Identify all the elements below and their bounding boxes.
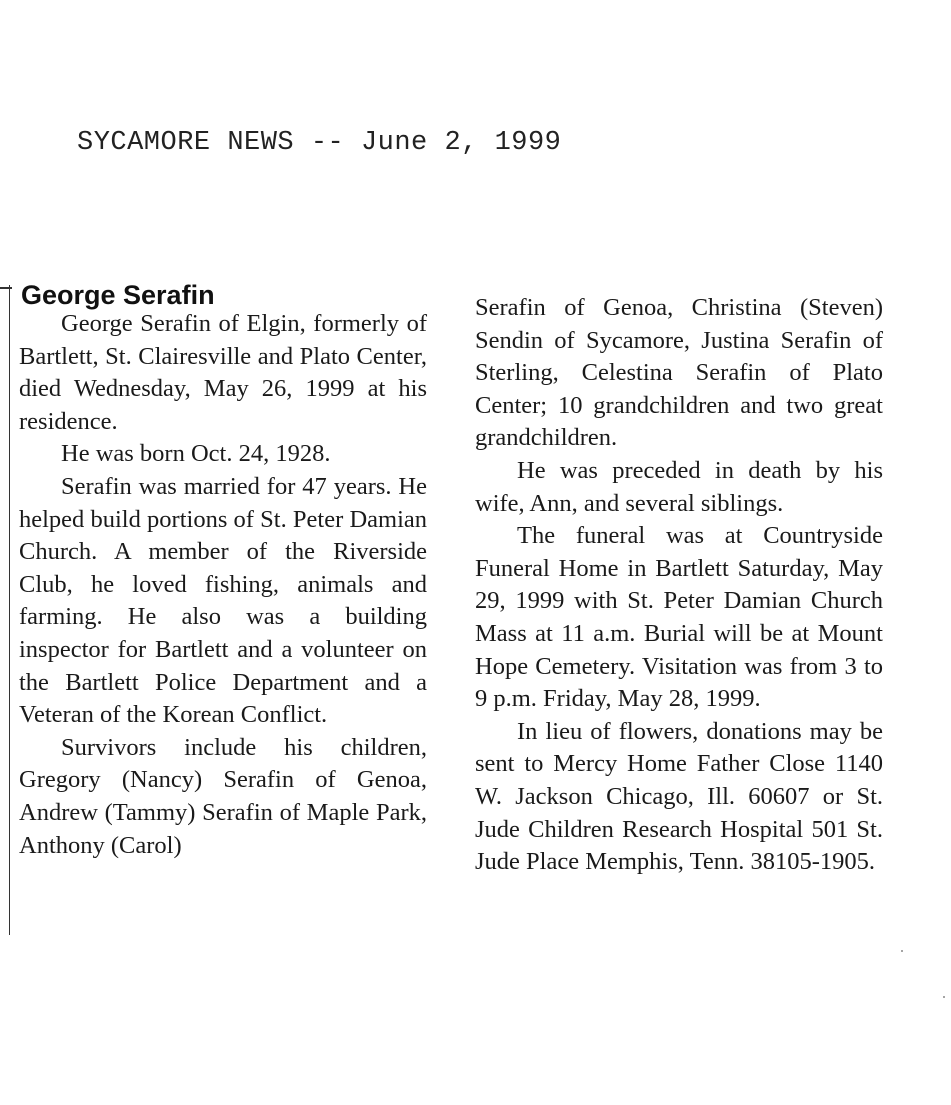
scan-speck [943, 996, 945, 998]
left-column [19, 308, 427, 862]
typed-header: SYCAMORE NEWS -- June 2, 1999 [77, 128, 562, 158]
clipping-edge [9, 285, 10, 935]
paragraph: Serafin of Genoa, Christina (Steven) Sendin of Sycamore, Justina Serafin of Sterling, Celestina Serafin of Plato Center; 10 grandchildren and two great grandchildren. [475, 294, 883, 452]
paragraph: Serafin was married for 47 years. He helped build portions of St. Peter Damian Church. A member of the Riverside Club, he loved fishing, animals and farming. He also was a building inspector for Bartlett and a volunteer on the Bartlett Police Department and a Veteran of the Korean Conflict. [19, 472, 427, 729]
paragraph: Survivors include his children, Gregory (Nancy) Serafin of Genoa, Andrew (Tammy) Serafin of Maple Park, Anthony (Carol) [19, 733, 427, 859]
scan-speck [901, 950, 903, 952]
paragraph: George Serafin of Elgin, formerly of Bartlett, St. Clairesville and Plato Center, died Wednesday, May 26, 1999 at his residence. [19, 310, 427, 435]
paragraph: He was born Oct. 24, 1928. [61, 440, 331, 468]
paragraph: The funeral was at Countryside Funeral Home in Bartlett Saturday, May 29, 1999 with St. Peter Damian Church Mass at 11 a.m. Burial will be at Mount Hope Cemetery. Visitation was from 3 to 9 p.m. Friday, May 28, 1999. [475, 522, 883, 713]
paragraph: In lieu of flowers, donations may be sent to Mercy Home Father Close 1140 W. Jackson Chicago, Ill. 60607 or St. Jude Children Research Hospital 501 St. Jude Place Memphis, Tenn. 38105-1905. [475, 717, 883, 876]
obituary-headline: George Serafin [21, 280, 215, 310]
right-column [475, 292, 883, 879]
paragraph: He was preceded in death by his wife, Ann, and several siblings. [475, 456, 883, 517]
clipping-tick [0, 287, 12, 289]
